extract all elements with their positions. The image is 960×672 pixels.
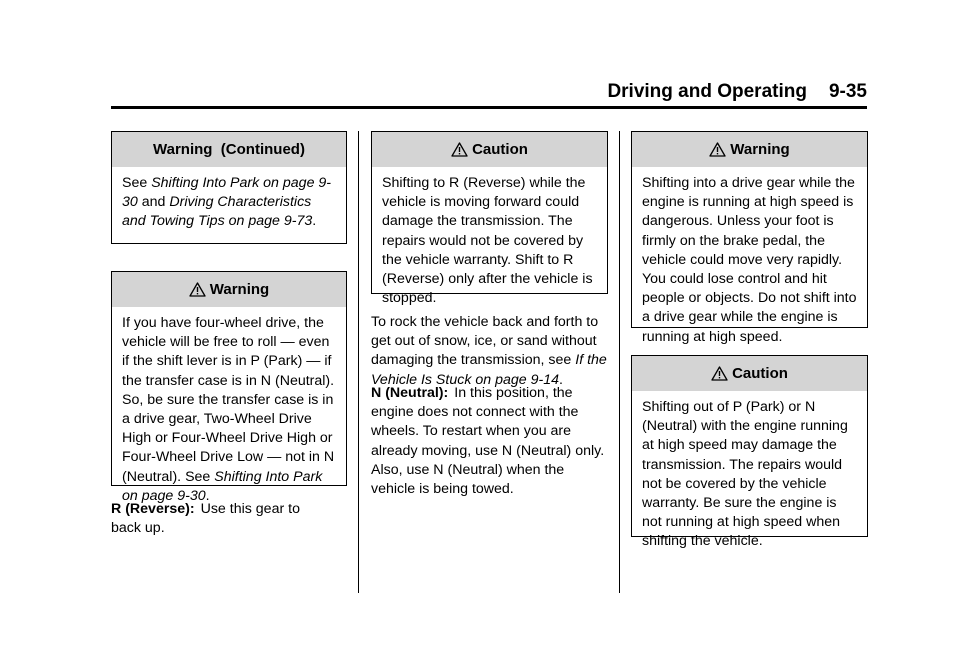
cross-reference[interactable]: Driving Characteristics and Towing Tips on page 9-73 xyxy=(122,194,313,230)
neutral-label: N (Neutral): xyxy=(371,385,449,401)
caution-title: Caution xyxy=(732,365,788,382)
neutral-paragraph: N (Neutral): In this position, the engine does not connect with the wheels. To restart when you are already moving, use N (Neutral) only. Also, use N (Neutral) when the vehicle is being towed. xyxy=(371,385,605,498)
caution-body: Shifting to R (Reverse) while the vehicle is moving forward could damage the transmission. The repairs would not be covered by the vehicle warranty. Shift to R (Reverse) only after the vehicle is stopped. xyxy=(382,175,593,307)
cross-reference[interactable]: Shifting Into Park on page 9-30 xyxy=(122,468,323,504)
reverse-label: R (Reverse): xyxy=(111,501,195,517)
column-divider-left xyxy=(358,131,359,593)
caution-body: Shifting out of P (Park) or N (Neutral) with the engine running at high speed may damage the transmission. The repairs would not be covered by the vehicle warranty. Be sure the engine is not running at high speed when shifting the vehicle. xyxy=(642,399,848,550)
warning-title: Warning xyxy=(209,281,270,298)
warning-continued-header xyxy=(112,132,346,167)
high-speed-warning-box xyxy=(631,131,868,345)
page-number: 9-35 xyxy=(828,81,867,102)
four-wheel-drive-warning-box xyxy=(111,271,347,504)
warning-body: If you have four-wheel drive, the vehicle will be free to roll — even if the shift lever is in P (Park) — if the transfer case is in N (Neutral). So, be sure the transfer case is in a drive gear, Two-Wheel Drive High or Four-Wheel Drive High or Four-Wheel Drive Low — not in N (Neutral). See Shifting Into Park on page 9-30. xyxy=(122,315,335,504)
header-rule xyxy=(111,106,867,109)
warning-body: Shifting into a drive gear while the engine is running at high speed is dangerous. Unless your foot is firmly on the brake pedal, the vehicle could move very rapidly. You could lose control and hit people or objects. Do not shift into a drive gear while the engine is running at high speed. xyxy=(642,175,857,345)
caution-title: Caution xyxy=(472,141,528,158)
rock-vehicle-paragraph: To rock the vehicle back and forth to get out of snow, ice, or sand without damaging the transmission, see If the Vehicle Is Stuck on page 9-14. xyxy=(371,314,607,388)
warning-title: Warning xyxy=(730,141,790,158)
section-title: Driving and Operating xyxy=(607,81,807,102)
warning-triangle-icon xyxy=(451,142,468,157)
warning-continued-box xyxy=(111,131,347,244)
reverse-paragraph: R (Reverse): Use this gear to back up. xyxy=(111,501,300,537)
shift-out-caution-box xyxy=(631,355,868,550)
cross-reference[interactable]: Shifting Into Park on page 9-30 xyxy=(122,175,332,211)
warning-triangle-icon xyxy=(189,282,206,297)
caution-header xyxy=(632,356,867,391)
reverse-caution-box xyxy=(371,131,608,307)
warning-triangle-icon xyxy=(711,366,728,381)
warning-triangle-icon xyxy=(709,142,726,157)
cross-reference[interactable]: If the Vehicle Is Stuck on page 9-14 xyxy=(371,352,607,388)
warning-header xyxy=(112,272,346,307)
warning-continued-body: See Shifting Into Park on page 9-30 and Driving Characteristics and Towing Tips on page 9-73. xyxy=(122,175,332,230)
caution-header xyxy=(372,132,607,167)
warning-continued-title: Warning (Continued) xyxy=(153,141,305,158)
column-divider-right xyxy=(619,131,620,593)
warning-header xyxy=(632,132,867,167)
page-header xyxy=(560,80,867,104)
